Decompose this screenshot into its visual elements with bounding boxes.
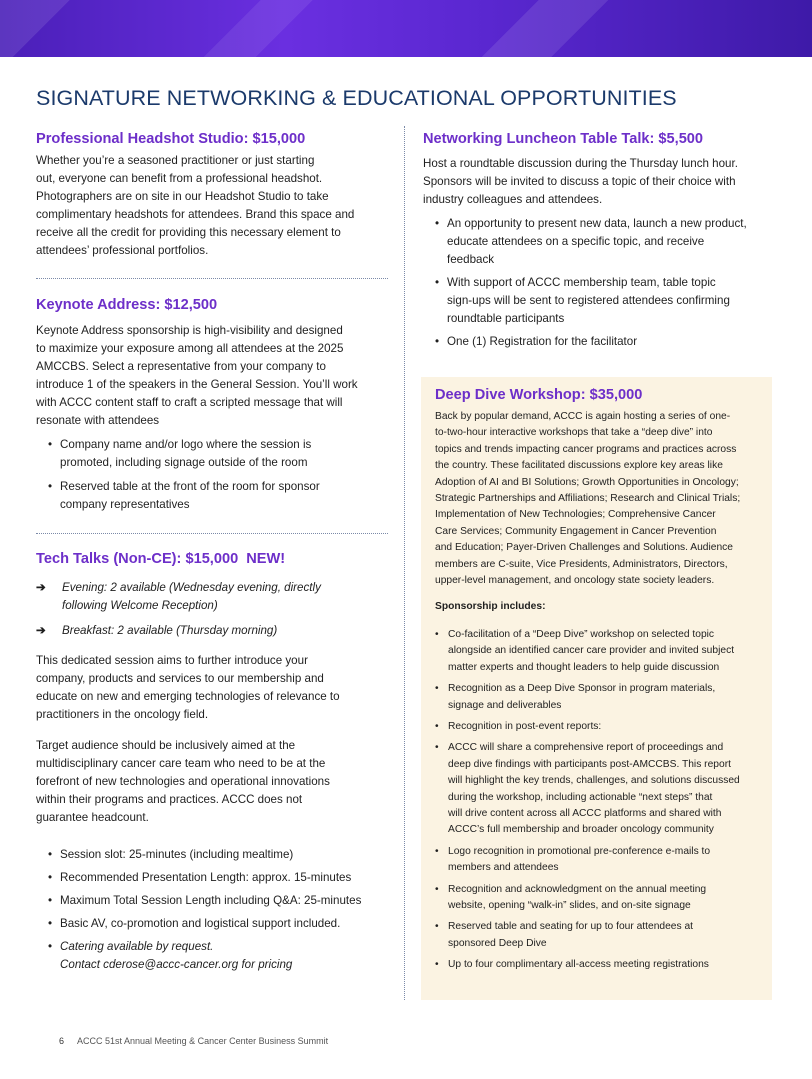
text-line: members are C-suite, Vice Presidents, Administrators, Directors, xyxy=(435,558,728,570)
text-line: industry colleagues and attendees. xyxy=(423,193,603,206)
headshot-description xyxy=(36,152,388,260)
text-line: matter experts and thought leaders to help guide discussion xyxy=(448,661,720,673)
text-line: Target audience should be inclusively aimed at the xyxy=(36,739,296,752)
list-item xyxy=(423,333,775,351)
text-line: Basic AV, co-promotion and logistical support included. xyxy=(60,917,341,930)
list-item xyxy=(36,892,388,910)
text-line: Whether you’re a seasoned practitioner or just starting xyxy=(36,154,315,167)
text-line: One (1) Registration for the facilitator xyxy=(447,335,638,348)
bullet-icon: • xyxy=(48,940,53,953)
bullet-icon: • xyxy=(48,871,53,884)
list-item xyxy=(423,274,775,328)
list-item xyxy=(435,957,758,973)
left-column xyxy=(36,130,388,974)
list-item xyxy=(36,915,388,933)
text-line: Recognition in post-event reports: xyxy=(448,720,602,732)
tech-talks-details xyxy=(36,846,388,974)
text-line: educate on new and emerging technologies of relevance to xyxy=(36,690,340,703)
text-line: With support of ACCC membership team, table topic xyxy=(447,276,716,289)
headshot-heading: Professional Headshot Studio: $15,000 xyxy=(36,131,306,147)
text-line: resonate with attendees xyxy=(36,414,160,427)
bullet-icon: • xyxy=(48,894,53,907)
right-column xyxy=(423,130,775,351)
text-line: Recognition and acknowledgment on the annual meeting xyxy=(448,883,707,895)
text-line: practitioners in the oncology field. xyxy=(36,708,209,721)
text-line: introduce 1 of the speakers in the General Session. You’ll work xyxy=(36,378,358,391)
text-line: Co-facilitation of a “Deep Dive” workshop on selected topic xyxy=(448,628,715,640)
text-line: to-two-hour interactive workshops that take a “deep dive” into xyxy=(435,427,713,439)
luncheon-heading: Networking Luncheon Table Talk: $5,500 xyxy=(423,131,704,147)
list-item xyxy=(36,869,388,887)
list-item xyxy=(36,478,388,514)
list-item xyxy=(435,719,758,735)
text-line: alongside an identified cancer care provider and invited subject xyxy=(448,645,735,657)
keynote-section xyxy=(36,296,388,514)
bullet-icon: • xyxy=(48,438,53,451)
text-line: Reserved table at the front of the room for sponsor xyxy=(60,480,320,493)
text-line: Care Services; Community Engagement in Cancer Prevention xyxy=(435,525,717,537)
list-item xyxy=(36,622,388,640)
text-line: the country. These facilitated discussions explore key areas like xyxy=(435,460,723,472)
tech-talks-section xyxy=(36,550,388,974)
text-line: Adoption of AI and BI Solutions; Growth Opportunities in Oncology; xyxy=(435,476,739,488)
bullet-icon: • xyxy=(435,742,439,754)
text-line: multidisciplinary cancer care team who need to be at the xyxy=(36,757,326,770)
text-line: during the workshop, including actionable “next steps” that xyxy=(448,791,713,803)
text-line: and Education; Payer-Driven Challenges and Solutions. Audience xyxy=(435,542,734,554)
text-line: upper-level management, and oncology state society leaders. xyxy=(435,575,715,587)
page-title: SIGNATURE NETWORKING & EDUCATIONAL OPPORTUNITIES xyxy=(36,86,677,110)
text-line: Keynote Address sponsorship is high-visibility and designed xyxy=(36,324,343,337)
luncheon-bullets xyxy=(423,215,775,351)
tech-talks-audience xyxy=(36,737,388,827)
bullet-icon: • xyxy=(435,959,439,971)
bullet-icon: • xyxy=(435,276,440,289)
text-line: topics and trends impacting cancer programs and practices across xyxy=(435,443,737,455)
section-divider xyxy=(36,278,388,279)
section-divider xyxy=(36,533,388,534)
text-line: attendees’ professional portfolios. xyxy=(36,244,209,257)
text-line: guarantee headcount. xyxy=(36,811,149,824)
page-number: 6 xyxy=(59,1036,65,1046)
bullet-icon: • xyxy=(48,848,53,861)
tech-talks-heading xyxy=(36,550,388,568)
bullet-icon: • xyxy=(48,480,53,493)
arrow-icon: ➔ xyxy=(36,624,46,637)
text-line: This dedicated session aims to further introduce your xyxy=(36,654,308,667)
text-line: out, everyone can benefit from a professional headshot. xyxy=(36,172,323,185)
text-line: ACCC will share a comprehensive report of proceedings and xyxy=(448,742,724,754)
text-line: Up to four complimentary all-access meeting registrations xyxy=(448,959,709,971)
bullet-icon: • xyxy=(435,883,439,895)
bullet-icon: • xyxy=(435,720,439,732)
text-line: sign-ups will be sent to registered attendees confirming xyxy=(447,294,730,307)
deep-dive-bullets xyxy=(435,627,758,974)
text-line: deep dive findings with participants post-AMCCBS. This report xyxy=(448,758,731,770)
bullet-icon: • xyxy=(435,628,439,640)
text-line: company representatives xyxy=(60,498,190,511)
bullet-icon: • xyxy=(435,921,439,933)
deep-dive-heading: Deep Dive Workshop: $35,000 xyxy=(435,387,643,403)
text-line: promoted, including signage outside of the room xyxy=(60,456,308,469)
text-line: forefront of new technologies and operational innovations xyxy=(36,775,330,788)
list-item xyxy=(36,938,388,974)
sponsorship-includes-label: Sponsorship includes: xyxy=(435,601,546,613)
text-line: complimentary headshots for attendees. Brand this space and xyxy=(36,208,355,221)
page-footer xyxy=(59,1036,328,1046)
column-divider xyxy=(404,126,405,1000)
text-line: Maximum Total Session Length including Q&A: 25-minutes xyxy=(60,894,362,907)
text-line: educate attendees on a specific topic, and receive xyxy=(447,235,705,248)
text-line: feedback xyxy=(447,253,495,266)
text-line: to maximize your exposure among all attendees at the 2025 xyxy=(36,342,344,355)
text-line: Breakfast: 2 available (Thursday morning) xyxy=(62,624,278,637)
text-line: with ACCC content staff to craft a scripted message that will xyxy=(36,396,343,409)
header-banner xyxy=(0,0,812,57)
bullet-icon: • xyxy=(435,217,440,230)
text-line: Recognition as a Deep Dive Sponsor in program materials, xyxy=(448,683,716,695)
new-badge: NEW! xyxy=(246,551,286,567)
luncheon-section xyxy=(423,130,775,351)
list-item xyxy=(36,846,388,864)
text-line: Reserved table and seating for up to four attendees at xyxy=(448,921,694,933)
text-line: receive all the credit for providing this necessary element to xyxy=(36,226,341,239)
list-item xyxy=(36,579,388,615)
list-item xyxy=(435,627,758,676)
tech-talks-availability xyxy=(36,579,388,640)
tech-talks-title: Tech Talks (Non-CE): $15,000 xyxy=(36,551,239,567)
text-line: Host a roundtable discussion during the Thursday lunch hour. xyxy=(423,157,738,170)
text-line: ACCC’s full membership and broader oncology community xyxy=(448,824,714,836)
catering-contact: Contact cderose@accc-cancer.org for pricing xyxy=(60,958,293,971)
list-item xyxy=(435,882,758,915)
text-line: AMCCBS. Select a representative from your company to xyxy=(36,360,326,373)
footer-text: ACCC 51st Annual Meeting & Cancer Center Business Summit xyxy=(77,1036,329,1046)
bullet-icon: • xyxy=(435,683,439,695)
text-line: An opportunity to present new data, launch a new product, xyxy=(447,217,747,230)
text-line: Session slot: 25-minutes (including mealtime) xyxy=(60,848,294,861)
list-item xyxy=(435,919,758,952)
text-line: signage and deliverables xyxy=(448,699,562,711)
text-line: Recommended Presentation Length: approx. 15-minutes xyxy=(60,871,352,884)
text-line: following Welcome Reception) xyxy=(62,599,218,612)
text-line: Catering available by request. xyxy=(60,940,214,953)
text-line: will highlight the key trends, challenges, and solutions discussed xyxy=(448,775,740,787)
keynote-description xyxy=(36,322,388,430)
headshot-section xyxy=(36,130,388,260)
bullet-icon: • xyxy=(435,845,439,857)
deep-dive-panel xyxy=(421,377,772,1000)
bullet-icon: • xyxy=(435,335,440,348)
text-line: Evening: 2 available (Wednesday evening, directly xyxy=(62,581,321,594)
text-line: Logo recognition in promotional pre-conference e-mails to xyxy=(448,845,711,857)
tech-talks-description xyxy=(36,652,388,724)
keynote-heading: Keynote Address: $12,500 xyxy=(36,297,218,313)
bullet-icon: • xyxy=(48,917,53,930)
deep-dive-description xyxy=(435,409,758,589)
luncheon-description xyxy=(423,155,775,209)
text-line: Back by popular demand, ACCC is again hosting a series of one- xyxy=(435,411,731,422)
text-line: company, products and services to our membership and xyxy=(36,672,324,685)
keynote-bullets xyxy=(36,436,388,514)
arrow-icon: ➔ xyxy=(36,581,46,594)
list-item xyxy=(36,436,388,472)
list-item xyxy=(435,740,758,838)
text-line: Strategic Partnerships and Affiliations; Research and Clinical Trials; xyxy=(435,493,741,505)
text-line: website, opening “walk-in” slides, and on-site signage xyxy=(448,899,691,911)
text-line: within their programs and practices. ACCC does not xyxy=(36,793,303,806)
text-line: members and attendees xyxy=(448,862,559,874)
text-line: Company name and/or logo where the session is xyxy=(60,438,312,451)
text-line: roundtable participants xyxy=(447,312,565,325)
list-item xyxy=(435,844,758,877)
list-item xyxy=(435,681,758,714)
text-line: sponsored Deep Dive xyxy=(448,937,547,949)
text-line: Photographers are on site in our Headshot Studio to take xyxy=(36,190,329,203)
list-item xyxy=(423,215,775,269)
text-line: Sponsors will be invited to discuss a topic of their choice with xyxy=(423,175,736,188)
text-line: will drive content across all ACCC platforms and shared with xyxy=(448,807,722,819)
text-line: Implementation of New Technologies; Comprehensive Cancer xyxy=(435,509,716,521)
